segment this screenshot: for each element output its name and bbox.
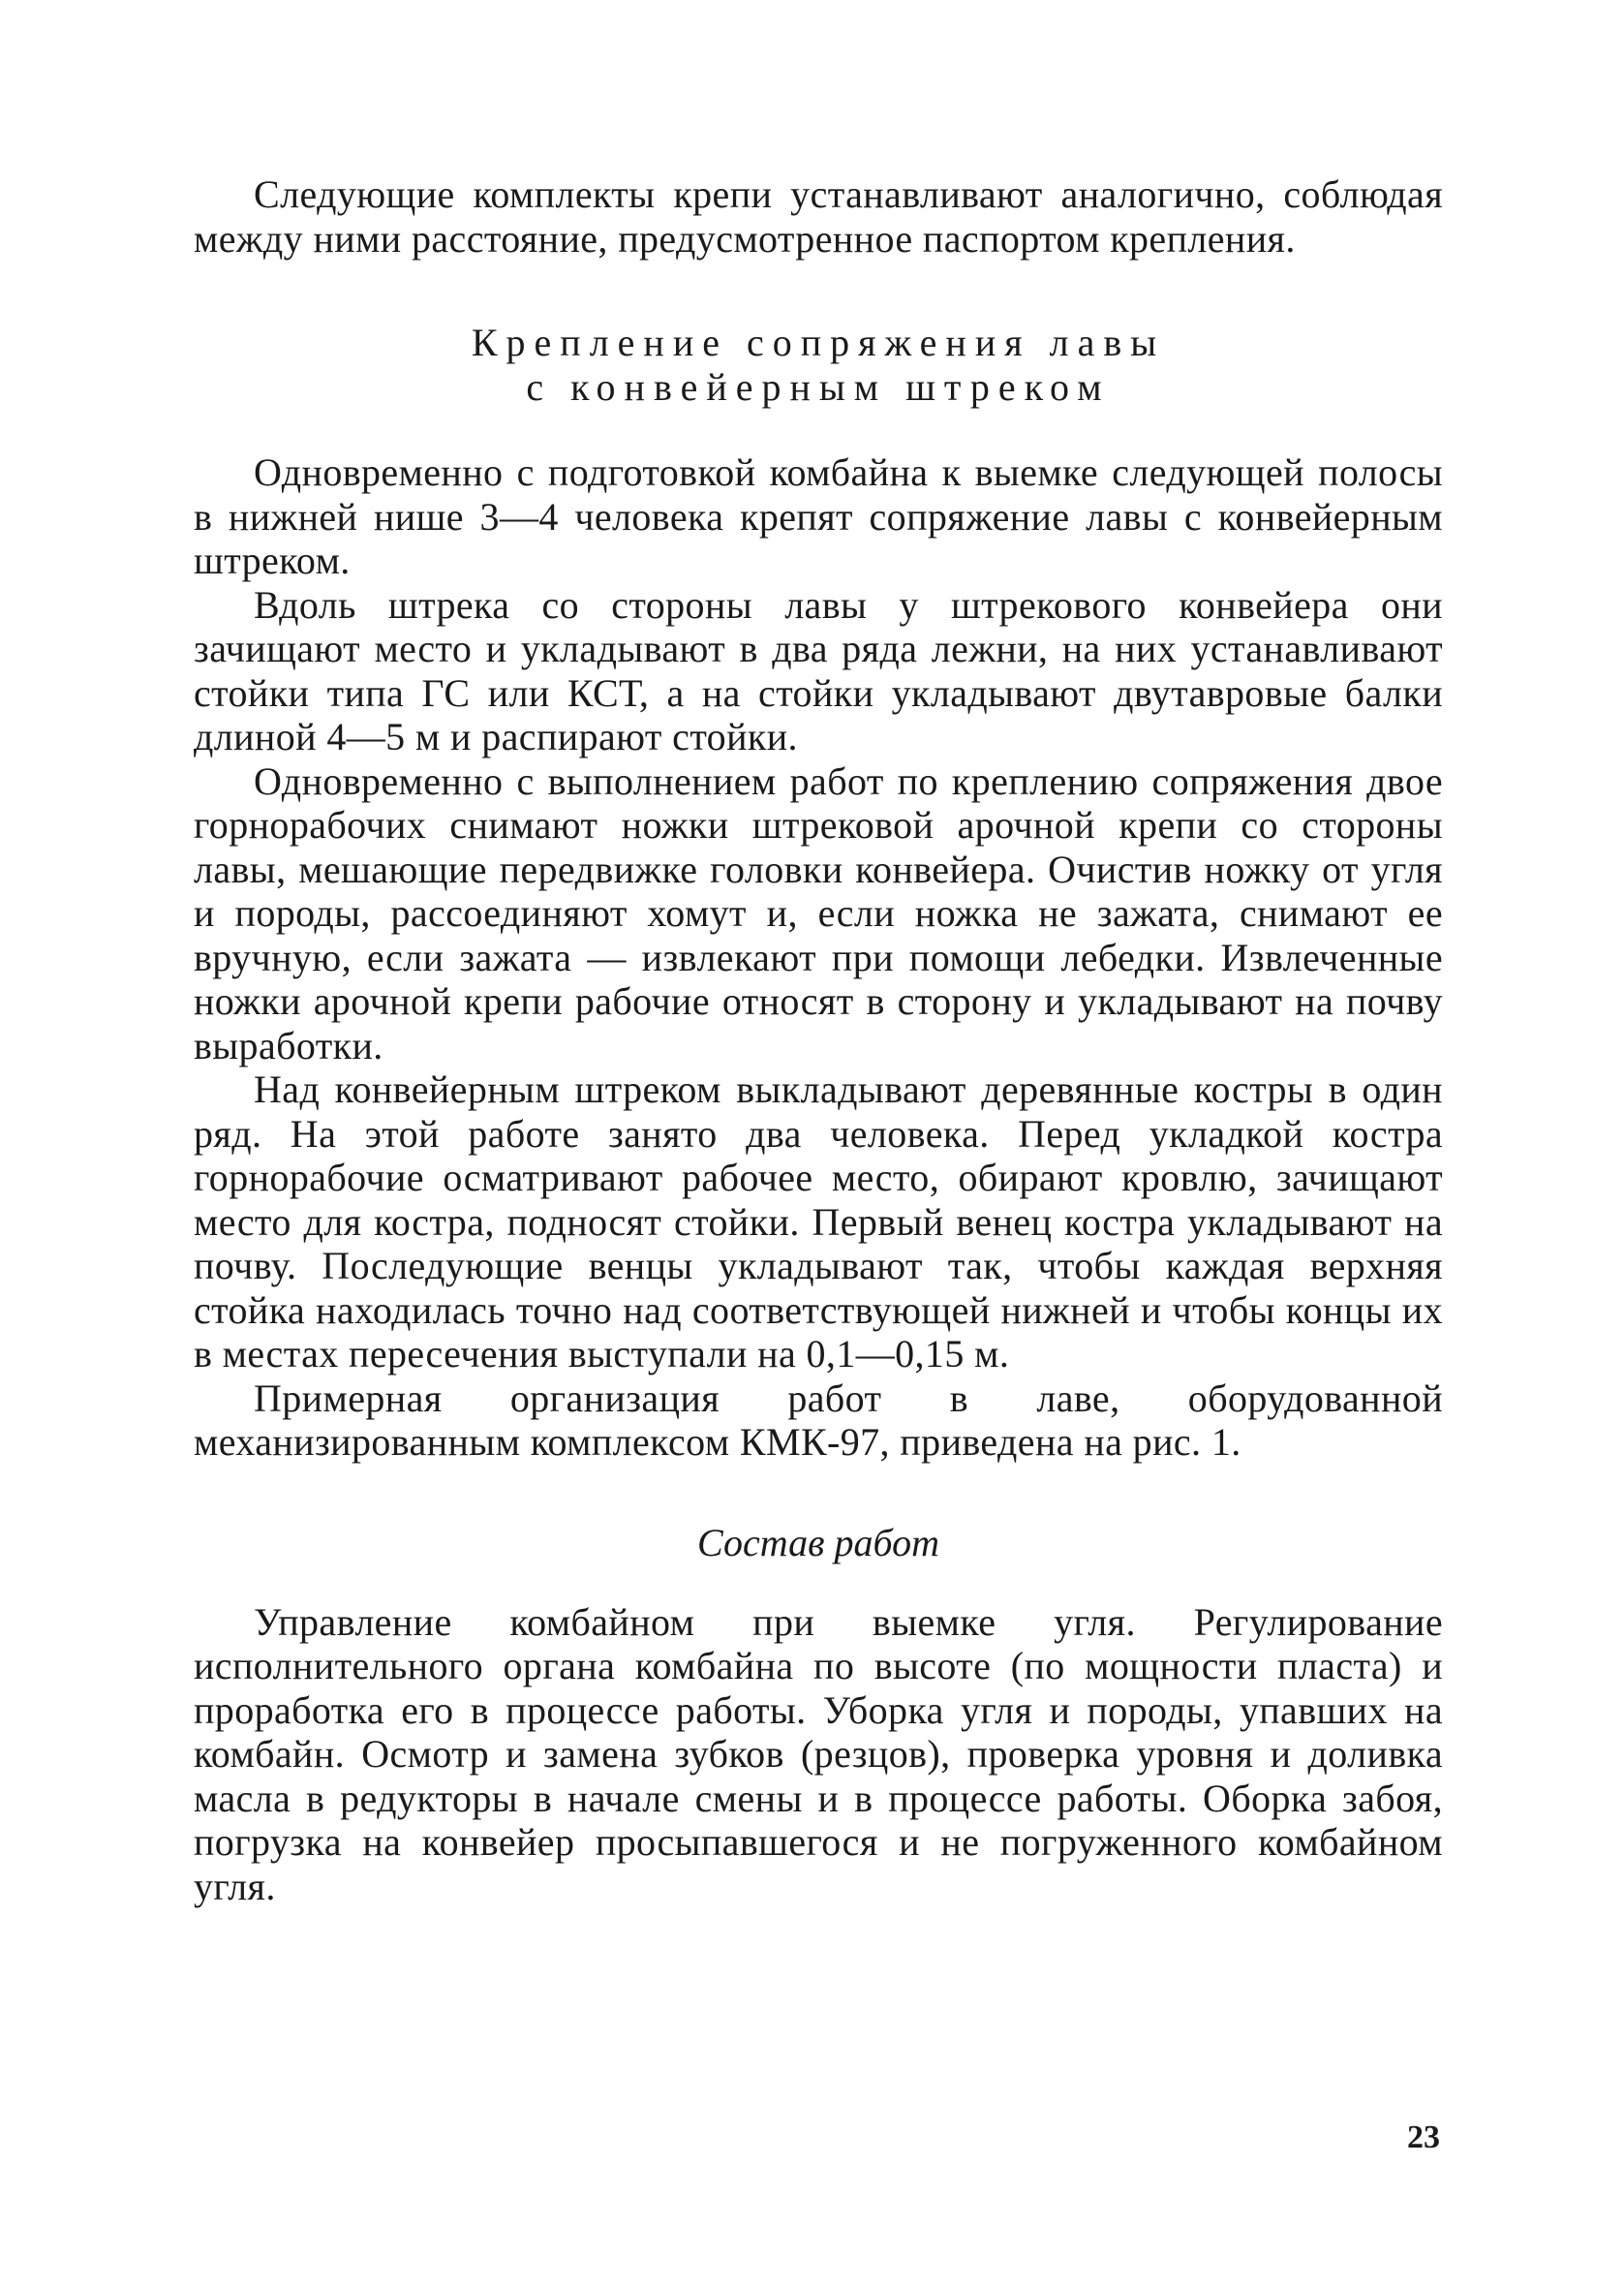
page-body — [194, 172, 1443, 1908]
paragraph: Одновременно с подготовкой комбайна к выемке следующей полосы в нижней нише 3—4 человека крепят сопряжение лавы с конвейерным штреком. — [194, 450, 1443, 582]
section-heading-1 — [194, 321, 1443, 410]
section-heading-1-line2: с конвейерным штреком — [526, 365, 1111, 409]
paragraph: Управление комбайном при выемке угля. Регулирование исполнительного органа комбайна по высоте (по мощности пласта) и проработка его в процессе работы. Уборка угля и породы, упавших на комбайн. Осмотр и замена зубков (резцов), проверка уровня и доливка масла в редукторы в начале смены и в процессе работы. Оборка забоя, погрузка на конвейер просыпавшегося и не погруженного комбайном угля. — [194, 1599, 1443, 1908]
paragraph: Примерная организация работ в лаве, оборудованной механизированным комплексом КМК-97, приведена на рис. 1. — [194, 1376, 1443, 1464]
section-heading-2: Состав работ — [697, 1520, 939, 1564]
paragraph: Вдоль штрека со стороны лавы у штрекового конвейера они зачищают место и укладывают в два ряда лежни, на них устанавливают стойки типа ГС или КСТ, а на стойки укладывают двутавровые балки длиной 4—5 м и распирают стойки. — [194, 582, 1443, 758]
paragraph: Над конвейерным штреком выкладывают деревянные костры в один ряд. На этой работе занято два человека. Перед укладкой костра горнорабочие осматривают рабочее место, обирают кровлю, зачищают место для костра, подносят стойки. Первый венец костра укладывают на почву. Последующие венцы укладывают так, чтобы каждая верхняя стойка находилась точно над соответствующей нижней и чтобы концы их в местах пересечения выступали на 0,1—0,15 м. — [194, 1067, 1443, 1376]
section-heading-1-line1: Крепление сопряжения лавы — [471, 321, 1166, 364]
paragraph: Одновременно с выполнением работ по креплению сопряжения двое горнорабочих снимают ножки штрековой арочной крепи со стороны лавы, мешающие передвижке головки конвейера. Очистив ножку от угля и породы, рассоединяют хомут и, если ножка не зажата, снимают ее вручную, если зажата — извлекают при помощи лебедки. Извлеченные ножки арочной крепи рабочие относят в сторону и укладывают на почву выработки. — [194, 758, 1443, 1067]
paragraph-intro: Следующие комплекты крепи устанавливают аналогично, соблюдая между ними расстояние, предусмотренное паспортом крепления. — [194, 172, 1443, 261]
page-number: 23 — [1407, 2119, 1440, 2155]
